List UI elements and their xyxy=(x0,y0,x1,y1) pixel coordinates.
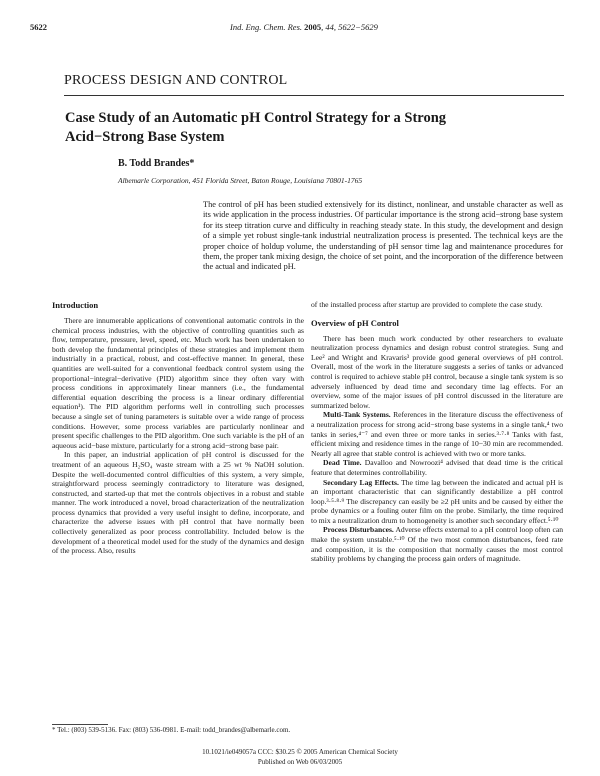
dead-time-paragraph xyxy=(311,458,563,477)
paper-title: Case Study of an Automatic pH Control Strategy for a Strong Acid−Strong Base System xyxy=(65,110,447,145)
secondary-lag-label: Secondary Lag Effects. xyxy=(323,477,399,487)
journal-citation: Ind. Eng. Chem. Res. 2005, 44, 5622−5629 xyxy=(230,22,378,32)
disturbances-label: Process Disturbances. xyxy=(323,525,394,535)
footnote-divider xyxy=(52,724,108,725)
journal-pages: 5622−5629 xyxy=(338,22,378,32)
dead-time-label: Dead Time. xyxy=(323,458,362,468)
continuation-paragraph: of the installed process after startup are provided to complete the case study. xyxy=(311,300,543,309)
abstract: The control of pH has been studied extensively for its distinct, nonlinear, and unstable character as well as its wide application in the process industries. Of particular importance is the strong acid−strong base system for its steep titration curve and difficulty in reaching steady state. In this study, the development and design of a simple yet robust single-tank industrial neutralization process is presented. The technical keys are the proper choice of holdup volume, the understanding of pH sensor time lag and maintenance procedures for them, the proper tank mixing design, the choice of set point, and the incorporation of the difference between the actual and indicated pH. xyxy=(203,200,563,272)
disturbances-paragraph xyxy=(311,525,563,563)
disturbances-text: Adverse effects external to a pH control loop often can make the system unstable.⁵·¹⁰ Of the two most common disturbances, feed rate and composition, it is the composition that normally causes the most control stability problems by changing the process gain orders of magnitude. xyxy=(311,525,564,564)
introduction-paragraph-2: In this paper, an industrial application of pH control is discussed for the treatment of an aqueous H₂SO₄ waste stream with a 25 wt % NaOH solution. Despite the well-documented control difficulties of this system, a very simple, straightforward process seemingly contradictory to literature was designed, constructed, and started-up that met the controls objectives in a robust and stable manner. The work introduced a novel, broad characterization of the neutralization process dynamics that provided a very useful insight to define, incorporate, and characterize the adverse issues with pH control that have normally been collectively generalized as poor process controllability. Included below is the development of a theoretical model used for the study of the dynamics and design of the process. Also, results xyxy=(52,450,304,556)
corresponding-author-footnote: * Tel.: (803) 539-5136. Fax: (803) 536-0981. E-mail: todd_brandes@albemarle.com. xyxy=(52,726,291,734)
overview-paragraph: There has been much work conducted by other researchers to evaluate neutralization process dynamics and design robust control strategies. Sung and Lee² and Wright and Kravaris³ provide good general overviews of pH control. Overall, most of the work in the literature suggests a series of tanks or advanced control is required to achieve stable pH control, because a single tank system is so adversely influenced by dead time and secondary time lag effects. For an overview, some of the major issues of pH control discussed in the literature are summarized below. xyxy=(311,333,563,410)
left-column xyxy=(52,300,304,556)
right-column xyxy=(311,300,563,564)
multi-tank-paragraph xyxy=(311,410,563,458)
overview-heading: Overview of pH Control xyxy=(311,317,399,328)
introduction-paragraph-1: There are innumerable applications of conventional automatic controls in the chemical process industries, with the objective of controlling quantities such as flow, temperature, pressure, level, speed, etc. Much work has been undertaken to both develop the fundamental principles of these strategies and implement them industrially in a practical, robust, and cost-effective manner. In general, these quantities are well-suited for a conventional feedback control system using the proportional−integral−derivative (PID) algorithm since they often vary with process conditions in approximately linear manners (i.e., the fundamental differential equation describing the process is a linear ordinary differential equation¹). The PID algorithm performs well in controlling such processes because a single set of tuning parameters is suitable over a wide range of process conditions. However, some process variables are particularly nonlinear and present specific challenges to the PID algorithm. One such variable is the pH of an aqueous acid−base mixture, particularly for a strong acid−strong base pair. xyxy=(52,316,304,450)
introduction-heading: Introduction xyxy=(52,300,99,310)
section-banner: PROCESS DESIGN AND CONTROL xyxy=(64,73,564,96)
author-affiliation: Albemarle Corporation, 451 Florida Street, Baton Rouge, Louisiana 70801-1765 xyxy=(118,176,363,185)
page-number: 5622 xyxy=(30,22,47,32)
secondary-lag-text: The time lag between the indicated and actual pH is an important characteristic that can significantly destabilize a pH control loop.³·⁵·⁸·⁹ The discrepancy can easily be ≥2 pH units and be caused by either the probe dynamics or a fouling outer film on the probe. Similarly, the time required to mix a neutralization drum to homogeneity is another such secondary effect.⁵·¹⁰ xyxy=(311,477,564,525)
multi-tank-text: References in the literature discuss the effectiveness of a neutralization process for strong acid−strong base systems in a single tank,⁴ two tanks in series,⁴⁻⁷ and even three or more tanks in series.³·⁷·⁸ Tanks with fast, efficient mixing and residence times in the range of 10−30 min are recommended. Nearly all agree that stable control is achieved with two or more tanks. xyxy=(311,410,563,458)
secondary-lag-paragraph xyxy=(311,478,563,526)
dead-time-text: Davalloo and Nowroozi⁴ advised that dead time is the critical feature that determines controllability. xyxy=(311,458,563,477)
journal-year: 2005 xyxy=(304,22,322,32)
publication-date-line: Published on Web 06/03/2005 xyxy=(257,758,343,766)
multi-tank-label: Multi-Tank Systems. xyxy=(323,410,391,420)
doi-line: 10.1021/ie049057a CCC: $30.25 © 2005 American Chemical Society xyxy=(202,748,398,756)
author-name: B. Todd Brandes* xyxy=(118,158,195,169)
journal-volume: 44 xyxy=(325,22,334,32)
journal-name: Ind. Eng. Chem. Res. xyxy=(230,22,303,32)
